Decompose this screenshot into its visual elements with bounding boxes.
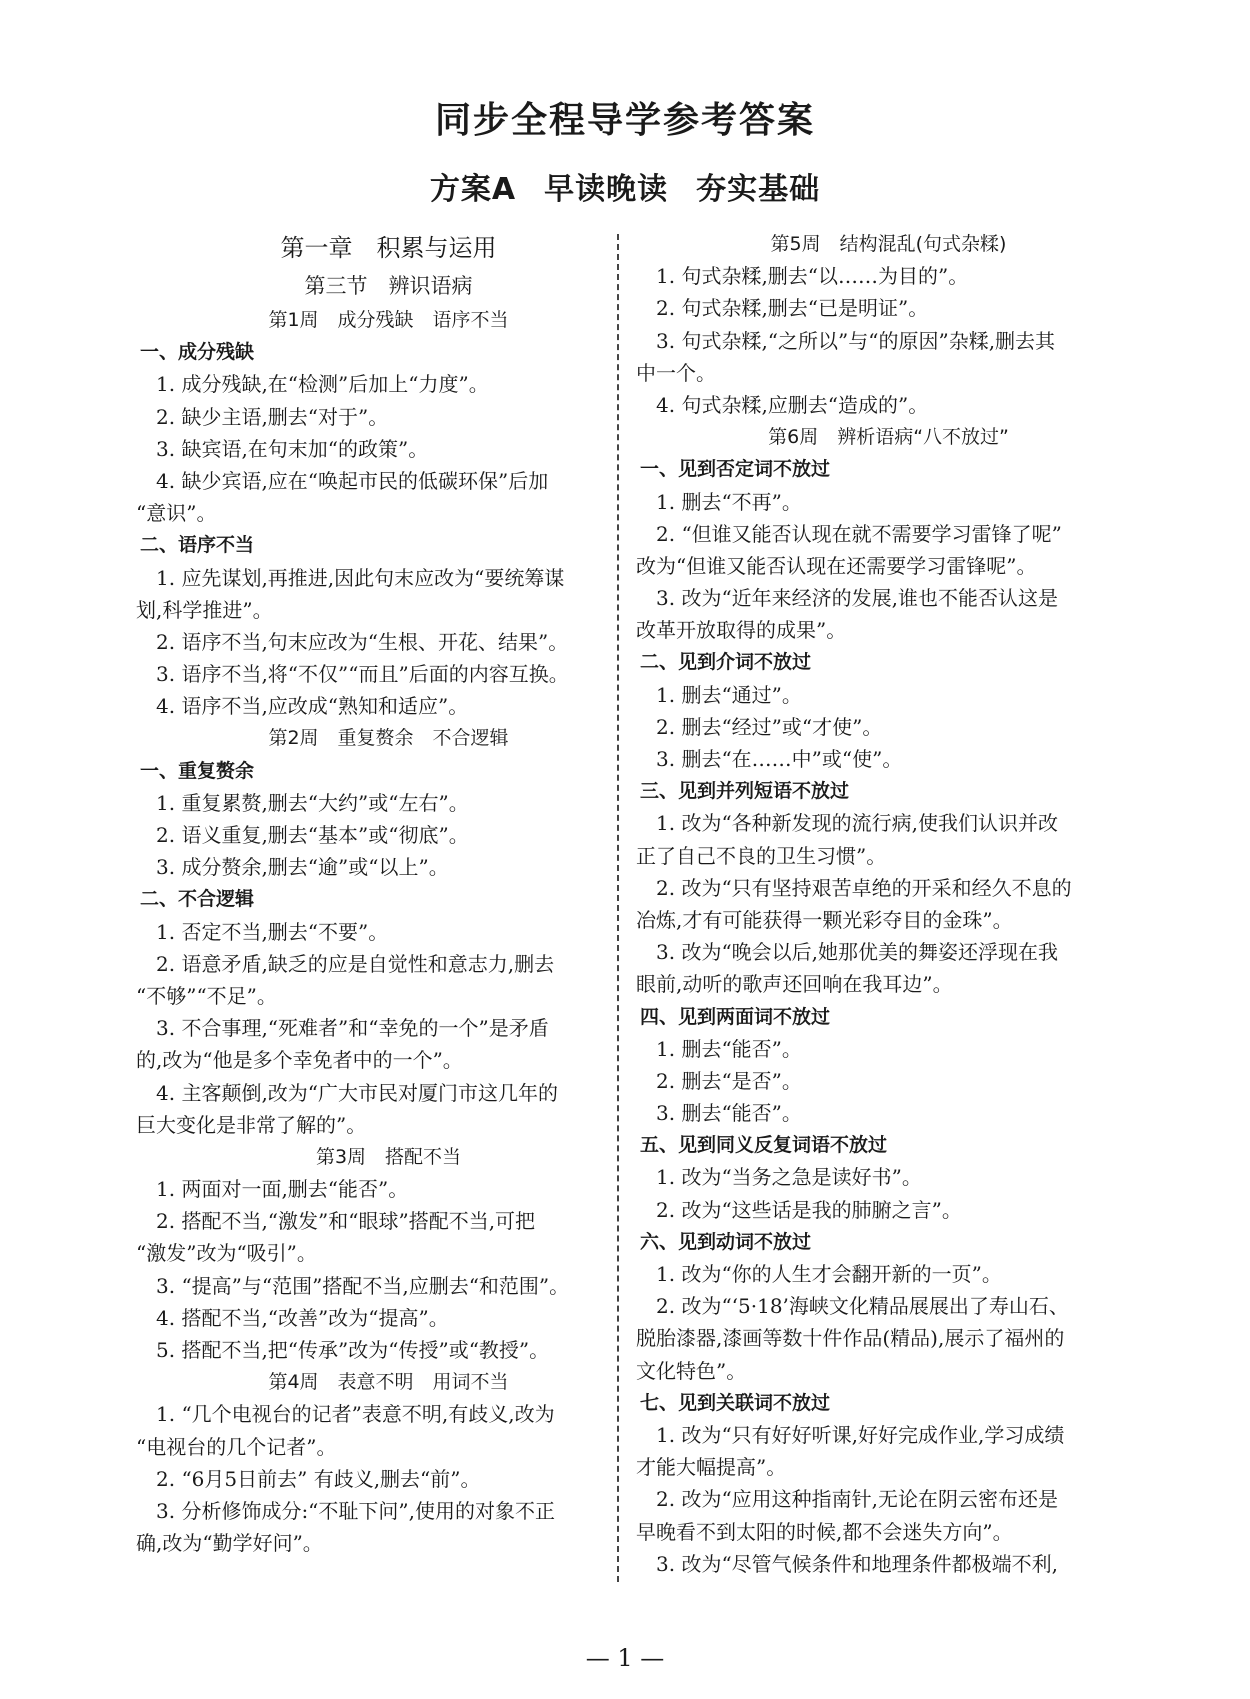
answer-continuation: 脱胎漆器,漆画等数十件作品(精品),展示了福州的: [636, 1326, 1065, 1351]
answer-item: 5. 搭配不当,把“传承”改为“传授”或“教授”。: [156, 1338, 550, 1362]
answer-continuation: 正了自己不良的卫生习惯”。: [636, 843, 887, 868]
category-heading: 二、语序不当: [140, 534, 255, 557]
answer-continuation: 划,科学推进”。: [136, 597, 273, 622]
answer-continuation: 早晚看不到太阳的时候,都不会迷失方向”。: [636, 1519, 1013, 1544]
answer-item: 2. 删去“是否”。: [656, 1068, 802, 1093]
week-heading: 第2周 重复赘余 不合逻辑: [268, 727, 509, 750]
answer-continuation: “电视台的几个记者”。: [136, 1434, 337, 1459]
answer-item: 3. 成分赘余,删去“逾”或“以上”。: [156, 855, 449, 880]
column-divider: [617, 234, 619, 1582]
answer-item: 1. 两面对一面,删去“能否”。: [156, 1177, 409, 1202]
left-column: [136, 228, 641, 1559]
answer-continuation: 改革开放取得的成果”。: [636, 618, 847, 643]
answer-continuation: 才能大幅提高”。: [636, 1455, 787, 1480]
answer-item: 3. 分析修饰成分:“不耻下问”,使用的对象不正: [156, 1498, 555, 1523]
answer-item: 3. 改为“近年来经济的发展,谁也不能否认这是: [656, 586, 1059, 611]
answer-continuation: 巨大变化是非常了解的”。: [136, 1112, 367, 1137]
answer-continuation: 中一个。: [636, 360, 716, 385]
section-heading: 第三节 辨识语病: [304, 274, 473, 298]
answer-item: 3. 改为“尽管气候条件和地理条件都极端不利,: [656, 1551, 1059, 1576]
answer-item: 3. 删去“能否”。: [656, 1101, 802, 1126]
answer-item: 2. “但谁又能否认现在就不需要学习雷锋了呢”: [656, 521, 1062, 546]
answer-continuation: 眼前,动听的歌声还回响在我耳边”。: [636, 972, 953, 997]
category-heading: 六、见到动词不放过: [640, 1230, 812, 1253]
answer-item: 3. 删去“在……中”或“使”。: [656, 747, 903, 771]
page-number: — 1 —: [585, 1644, 665, 1672]
answer-item: 1. 改为“只有好好听课,好好完成作业,学习成绩: [656, 1422, 1065, 1447]
answer-continuation: “不够”“不足”。: [136, 983, 277, 1008]
chapter-heading: 第一章 积累与运用: [280, 234, 497, 262]
answer-item: 1. 句式杂糅,删去“以……为目的”。: [656, 264, 969, 289]
answer-item: 2. 改为“只有坚持艰苦卓绝的开采和经久不息的: [656, 875, 1072, 900]
answer-item: 1. 改为“你的人生才会翻开新的一页”。: [656, 1262, 1002, 1286]
subtitle-part: 早读晚读: [544, 172, 669, 207]
answer-item: 1. 否定不当,删去“不要”。: [156, 919, 389, 944]
answer-item: 2. “6月5日前去” 有歧义,删去“前”。: [156, 1466, 481, 1491]
right-column: [636, 228, 1141, 1580]
answer-continuation: “意识”。: [136, 501, 217, 526]
category-heading: 四、见到两面词不放过: [640, 1005, 831, 1028]
category-heading: 一、成分残缺: [140, 341, 255, 364]
page-subtitle: [0, 164, 1250, 208]
answer-item: 1. 删去“不再”。: [656, 489, 802, 514]
answer-item: 2. 搭配不当,“激发”和“眼球”搭配不当,可把: [156, 1209, 536, 1234]
answer-item: 4. 缺少宾语,应在“唤起市民的低碳环保”后加: [156, 468, 549, 493]
answer-continuation: 的,改为“他是多个幸免者中的一个”。: [136, 1048, 463, 1073]
answer-item: 2. 删去“经过”或“才使”。: [656, 714, 883, 739]
answer-item: 4. 句式杂糅,应删去“造成的”。: [656, 392, 929, 417]
answer-item: 2. 语序不当,句末应改为“生根、开花、结果”。: [156, 629, 569, 654]
answer-continuation: 文化特色”。: [636, 1358, 747, 1383]
answer-item: 1. 改为“各种新发现的流行病,使我们认识并改: [656, 811, 1059, 836]
answer-continuation: 改为“但谁又能否认现在还需要学习雷锋呢”。: [636, 553, 1037, 578]
answer-item: 1. 删去“能否”。: [656, 1036, 802, 1061]
answer-item: 2. 句式杂糅,删去“已是明证”。: [656, 296, 929, 321]
answer-item: 3. 语序不当,将“不仅”“而且”后面的内容互换。: [156, 662, 569, 687]
answer-item: 3. 不合事理,“死难者”和“幸免的一个”是矛盾: [156, 1016, 549, 1041]
category-heading: 七、见到关联词不放过: [640, 1391, 831, 1414]
answer-item: 3. 句式杂糅,“之所以”与“的原因”杂糅,删去其: [656, 328, 1056, 353]
category-heading: 一、见到否定词不放过: [640, 458, 831, 481]
week-heading: 第3周 搭配不当: [315, 1145, 462, 1168]
answer-item: 4. 语序不当,应改成“熟知和适应”。: [156, 694, 469, 719]
week-heading: 第4周 表意不明 用词不当: [268, 1371, 509, 1394]
answer-continuation: 确,改为“勤学好问”。: [136, 1531, 323, 1556]
category-heading: 三、见到并列短语不放过: [640, 780, 850, 803]
category-heading: 二、不合逻辑: [140, 888, 255, 911]
subtitle-part: 夯实基础: [696, 172, 821, 207]
answer-item: 2. 语意矛盾,缺乏的应是自觉性和意志力,删去: [156, 951, 555, 976]
answer-item: 1. 改为“当务之急是读好书”。: [656, 1165, 922, 1190]
answer-item: 2. 改为“‘5·18’海峡文化精品展展出了寿山石、: [656, 1294, 1069, 1319]
answer-item: 3. 改为“晚会以后,她那优美的舞姿还浮现在我: [656, 940, 1059, 965]
answer-item: 2. 语义重复,删去“基本”或“彻底”。: [156, 823, 469, 847]
answer-item: 2. 改为“应用这种指南针,无论在阴云密布还是: [656, 1487, 1059, 1512]
answer-continuation: “激发”改为“吸引”。: [136, 1241, 317, 1266]
category-heading: 五、见到同义反复词语不放过: [640, 1134, 888, 1157]
answer-item: 3. “提高”与“范围”搭配不当,应删去“和范围”。: [156, 1273, 570, 1298]
answer-item: 1. 重复累赘,删去“大约”或“左右”。: [156, 790, 469, 815]
answer-item: 2. 改为“这些话是我的肺腑之言”。: [656, 1197, 962, 1222]
answer-item: 2. 缺少主语,删去“对于”。: [156, 404, 389, 429]
category-heading: 一、重复赘余: [140, 759, 255, 782]
answer-item: 1. 应先谋划,再推进,因此句末应改为“要统筹谋: [156, 565, 565, 590]
answer-item: 4. 搭配不当,“改善”改为“提高”。: [156, 1305, 449, 1330]
subtitle-part: 方案A: [429, 172, 517, 207]
answer-item: 1. 成分残缺,在“检测”后加上“力度”。: [156, 372, 489, 397]
page-title: 同步全程导学参考答案: [434, 100, 815, 141]
category-heading: 二、见到介词不放过: [640, 651, 812, 674]
answer-continuation: 冶炼,才有可能获得一颗光彩夺目的金珠”。: [636, 907, 1013, 932]
week-heading: 第1周 成分残缺 语序不当: [268, 309, 509, 331]
answer-item: 3. 缺宾语,在句末加“的政策”。: [156, 436, 429, 461]
answer-item: 4. 主客颠倒,改为“广大市民对厦门市这几年的: [156, 1080, 559, 1105]
week-heading: 第6周 辨析语病“八不放过”: [768, 426, 1009, 449]
answer-item: 1. 删去“通过”。: [656, 682, 802, 707]
week-heading: 第5周 结构混乱(句式杂糅): [770, 233, 1007, 255]
answer-item: 1. “几个电视台的记者”表意不明,有歧义,改为: [156, 1402, 555, 1427]
